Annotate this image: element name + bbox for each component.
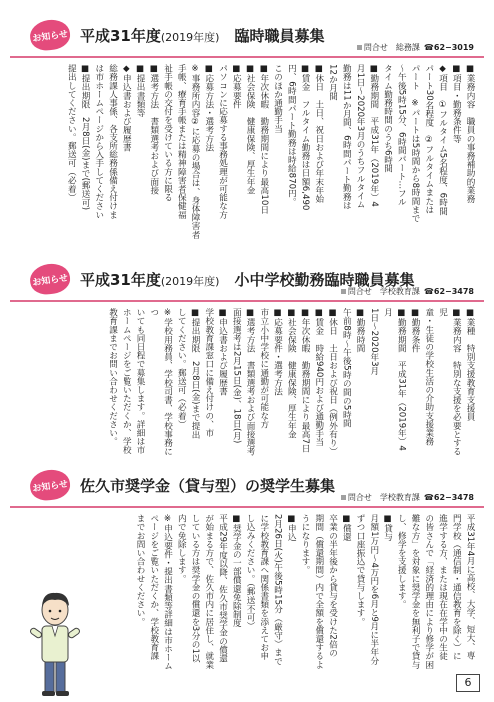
text-line: が始まる方で、佐久市内に居住し、就業 [203,514,214,669]
text-line: 教育課までお問い合わせください。 [107,308,118,446]
text-line: ■提出期限 2月8日(金)まで提出 [190,308,200,439]
text-line: タイム勤務時間のうち6時間 [382,64,393,173]
text-line: 円、6時間パート勤務は時給870円。 [286,64,297,207]
text-line: ■申込 [286,514,297,542]
text-line: ■提出書類等 [135,64,145,117]
notice-badge: お知らせ [28,17,72,52]
text-line: ■応募要件 [231,64,242,109]
text-line: 月1日〜2020年3月のうちフルタイム [355,64,365,209]
text-line: 学校教育課窓口に備え付けの、市 [203,308,214,437]
text-line: の皆さんで「経済的理由により修学が困 [423,514,434,669]
section-school-staff [10,260,484,460]
notice-badge: お知らせ [28,261,72,296]
text-line: ■項目・勤務条件等 [451,64,462,143]
section-title: 平成31年度(2019年度) 臨時職員募集 [80,27,325,45]
text-line: 面接選考は2月15日(金)、18日(月) [231,308,242,444]
text-line: ■年次休暇 勤務期間により最高10日 [258,64,269,214]
text-line: ■勤務期間 平成31年（2019年）4月 [382,308,407,451]
text-line: ■賃金 時給940円および通勤手当 [313,308,324,447]
text-line: ■社会保険 健康保険、厚生年金 [245,64,255,195]
text-line: パソコンに応募する事務処理が可能な方 [217,64,228,219]
text-line: ■業務内容 特別な支援を必要とする児 [437,308,462,456]
text-line: 祉手帳の交付を受けている方に限る [162,64,173,202]
text-line: 提出してください。郵送可（必着） [66,64,77,202]
text-line: し、修学を支援します。 [396,514,407,609]
contact-info: 問合せ 学校教育課 ☎62−3478 [341,286,474,297]
text-line: ■賃金 フルタイム勤務は日額6,490 [300,64,310,211]
section-body [10,508,484,676]
section-header [10,466,484,508]
text-line: 〜午後5時15分、6時間パート…フル [396,64,407,207]
text-line: 勤務は11か月間、6時間パート勤務は [341,64,352,210]
text-line: ■休日 土日、祝日および年末年始 [313,64,324,203]
text-line: 平成31年4月に高校、大学、短大、専 [465,514,475,660]
text-line: ■選考方法 書類選考および面接 [148,64,159,195]
text-line: 2月26日(火)午後5時15分（厳守）まで [272,514,283,666]
text-line: 午前8時〜午後5時の間の5時間 [341,308,352,428]
section-body [10,302,484,460]
text-line: ■申込書および履歴書 [217,308,228,396]
text-line: 内で免除します。 [176,514,187,583]
text-line: うになります。 [300,514,310,575]
text-line: ■年次休暇 勤務期間により最高7日 [300,308,310,453]
contact-marker-icon [341,495,346,500]
text-line: 総務課人事係、各支所総務係備え付けま [107,64,118,219]
text-line: ■償還 [341,514,352,542]
text-line: ■選考方法 書類選考および面接選考 [245,308,255,456]
page-number: 6 [456,674,480,692]
section-temporary-staff [10,16,484,246]
text-line: 市立小中学校に通勤が可能な方 [258,308,269,429]
text-line: いても同日程で募集します。詳細は市 [135,308,145,455]
contact-marker-icon [357,45,362,50]
text-line: 童・生徒の学校生活の介助支援業務 [423,308,434,446]
text-line: ■勤務期間 平成31年（2019年）4 [368,64,379,207]
text-line: 1日〜2020年3月 [368,308,379,376]
text-line: ■応募方法・選考方法 [203,64,214,152]
contact-marker-icon [341,289,346,294]
text-line: に学校教育課へ関係書類を添えてお申 [258,514,269,661]
text-line: している方は奨学金の償還を3分の1以 [190,514,200,663]
text-line: パート ※パートは5時間から8時間まで [410,64,420,223]
section-title: 平成31年度(2019年度) 小中学校勤務臨時職員募集 [80,271,415,289]
vertical-text-block [132,514,476,674]
text-line: 月額1万円〜4万円を6月と9月に半年分 [368,514,379,665]
text-line: までお問い合わせください。 [135,514,145,626]
text-line: ■休日 土日および祝日（例外有り） [327,308,338,456]
text-line: ■業種 特別支援教育支援員 [465,308,475,422]
text-line: ※事務所内容②に応募の場合は、身体障害者 [190,64,200,239]
section-title: 佐久市奨学金（貸与型）の奨学生募集 [80,477,336,495]
vertical-text-block [105,308,476,458]
text-line: ※学校用務員、学校司書、学校事務につ [148,308,173,456]
text-line: 難な方」を対象に奨学金を無利子で貸与 [410,514,420,669]
contact-info: 問合せ 学校教育課 ☎62−3478 [341,492,474,503]
text-line: してください。郵送可（必着） [176,308,187,429]
text-line: 12か月間 [327,64,338,101]
text-line: 卒業の半年後から貸与を受けた2倍の [327,514,338,658]
text-line: ページをご覧いただくか、学校教育課 [148,514,159,661]
student-illustration [25,588,85,702]
text-line: ■業務内容 職員の事務補助的業務 [465,64,475,203]
section-scholarship [10,466,484,676]
text-line: 手帳、療育手帳または精神障害者保健福 [176,64,187,219]
text-line: ◆項目 ①フルタイム5名程度、6時間 [437,64,448,216]
text-line: ■提出期限 2月8日(金)まで(郵送可) [80,64,90,211]
text-line: ■勤務条件 [410,308,420,353]
text-line: 進学する方、または現在在学中の生徒 [437,514,448,661]
contact-info: 問合せ 総務課 ☎62−3019 [357,42,474,53]
text-line: 平成29年度以降、佐久市奨学金の償還 [217,514,228,663]
section-header [10,260,484,302]
text-line: 期間（償還期間）内で全額を償還するよ [313,514,324,669]
text-line: ※申込要件・提出書類等詳細は市ホーム [162,514,173,671]
text-line: し込みください。（郵送不可） [245,514,255,631]
text-line: ◆申込書および履歴書 [121,64,132,152]
notice-badge: お知らせ [28,467,72,502]
vertical-text-block [64,64,477,244]
text-line: パート30名程度 ②フルタイムまたは [423,64,434,214]
text-line: ■勤務時間 [355,308,365,353]
text-line: 門学校（通信制・通信教育を除く）に [451,514,462,661]
text-line: ホームページをご覧いただくか、学校 [121,308,132,455]
text-line: ■社会保険 健康保険、厚生年金 [286,308,297,439]
text-line: このほか通勤手当 [272,64,283,133]
section-header [10,16,484,58]
text-line: ずつ口座振込で貸与します。 [355,514,365,626]
text-line: ■奨学金の一部償還免除制度 [231,514,242,628]
text-line: ■貸与 [382,514,393,542]
text-line: ■応募要件・選考方法 [272,308,283,396]
text-line: は市ホームページから入手してください [93,64,104,219]
section-body [10,58,484,246]
